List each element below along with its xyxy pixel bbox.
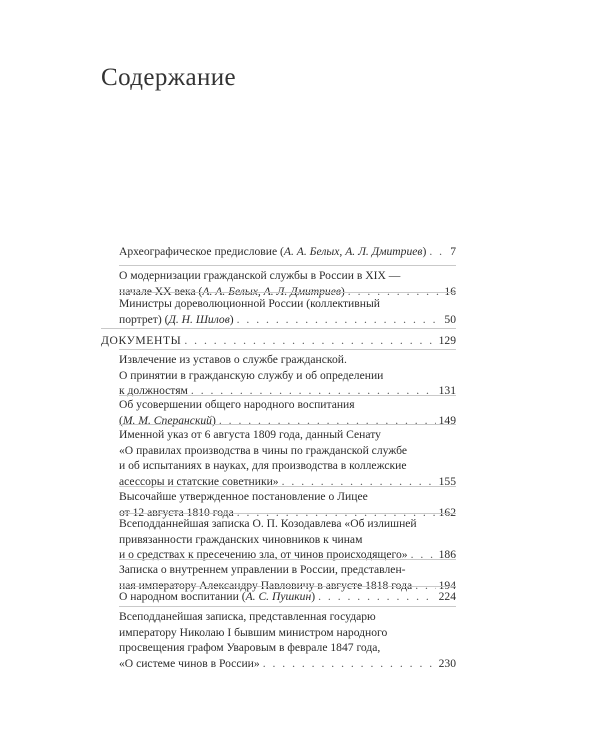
dot-leader (219, 413, 436, 429)
toc-entry[interactable] (119, 427, 456, 489)
toc-page-number: 194 (438, 578, 456, 592)
toc-entry[interactable] (119, 296, 456, 327)
divider (119, 395, 456, 396)
dot-leader (318, 589, 436, 605)
toc-entry[interactable] (119, 516, 456, 563)
toc-page-number: 149 (438, 413, 456, 427)
toc-entry[interactable] (119, 589, 456, 605)
divider (119, 486, 456, 487)
divider (119, 559, 456, 560)
toc-entry-line: просвещения графом Уваровым в феврале 1847 года, (119, 641, 381, 654)
toc-entry-line: Именной указ от 6 августа 1809 года, данный Сенату (119, 428, 381, 441)
toc-entry-line: Об усовершении общего народного воспитания (119, 398, 355, 411)
toc-page-number: 50 (444, 312, 456, 326)
toc-entry-line: Высочайше утвержденное постановление о Лицее (119, 490, 368, 503)
toc-entry-title: Археографическое предисловие (А. А. Белых, А. Л. Дмитриев) (119, 245, 427, 258)
toc-entry-line: «О правилах производства в чины по гражданской службе (119, 443, 408, 457)
toc-page-number: 129 (438, 334, 456, 347)
toc-entry-line: Извлечение из уставов о службе гражданской. (119, 353, 347, 366)
toc-entry-title: портрет) (Д. Н. Шилов) (119, 312, 234, 326)
toc-entry-title: к должностям (119, 384, 188, 397)
toc-entry-title: от 12 августа 1810 года (119, 505, 234, 519)
dot-leader (411, 547, 436, 563)
divider (119, 513, 456, 514)
toc-section-documents[interactable] (101, 333, 456, 349)
toc-entry-line: Всеподданнейшая записка О. П. Козодавлева «Об излишней (119, 517, 417, 530)
toc-entry-title: О народном воспитании (А. С. Пушкин) (119, 590, 316, 603)
divider (119, 265, 456, 266)
toc-entry-title: начале XX века (А. А. Белых, А. Л. Дмитриев) (119, 284, 345, 298)
toc-page-number: 186 (438, 548, 456, 561)
toc-entry-line: Министры дореволюционной России (коллективный (119, 297, 380, 310)
toc-entry[interactable] (119, 352, 456, 399)
toc-entry-line: Записка о внутреннем управлении в России, представлен- (119, 563, 406, 576)
dot-leader (429, 244, 447, 260)
toc-entry-title: асессоры и статские советники» (119, 474, 279, 488)
divider (119, 292, 456, 293)
toc-page-number: 230 (438, 656, 456, 670)
toc-entry-line: О модернизации гражданской службы в России в XIX — (119, 269, 401, 282)
toc-entry-line: императору Николаю I бывшим министром народного (119, 625, 388, 639)
toc-page-number: 7 (450, 245, 456, 258)
toc-page-number: 162 (438, 505, 456, 519)
toc-entry-line: О принятии в гражданскую службу и об определении (119, 368, 384, 382)
toc-entry-line: Всеподданейшая записка, представленная государю (119, 610, 376, 623)
toc-entry-title: ная императору Александру Павловичу в августе 1818 года (119, 578, 413, 592)
toc-entry-line: и об испытаниях в науках, для производства в коллежские (119, 459, 407, 472)
divider (119, 349, 456, 350)
toc-page-number: 16 (444, 284, 456, 298)
toc-entry-title: «О системе чинов в России» (119, 656, 260, 670)
toc-page-number: 224 (438, 590, 456, 603)
toc-entry[interactable] (119, 268, 456, 299)
toc-entry[interactable] (119, 244, 456, 260)
divider (119, 424, 456, 425)
section-divider (101, 328, 456, 329)
toc-entry-line: привязанности гражданских чиновников к чинам (119, 532, 363, 546)
toc-page-number: 155 (438, 474, 456, 488)
dot-leader (184, 333, 435, 349)
toc-entry[interactable] (119, 609, 456, 671)
toc-entry-title: и о средствах к пресечению зла, от чинов происходящего» (119, 548, 408, 561)
page-title: Содержание (101, 64, 236, 91)
toc-section-title: ДОКУМЕНТЫ (101, 334, 182, 347)
divider (119, 586, 456, 587)
toc-page-number: 131 (438, 384, 456, 397)
dot-leader (263, 656, 436, 672)
dot-leader (237, 312, 442, 328)
toc-entry-title: (М. М. Сперанский) (119, 413, 216, 427)
divider (119, 606, 456, 607)
